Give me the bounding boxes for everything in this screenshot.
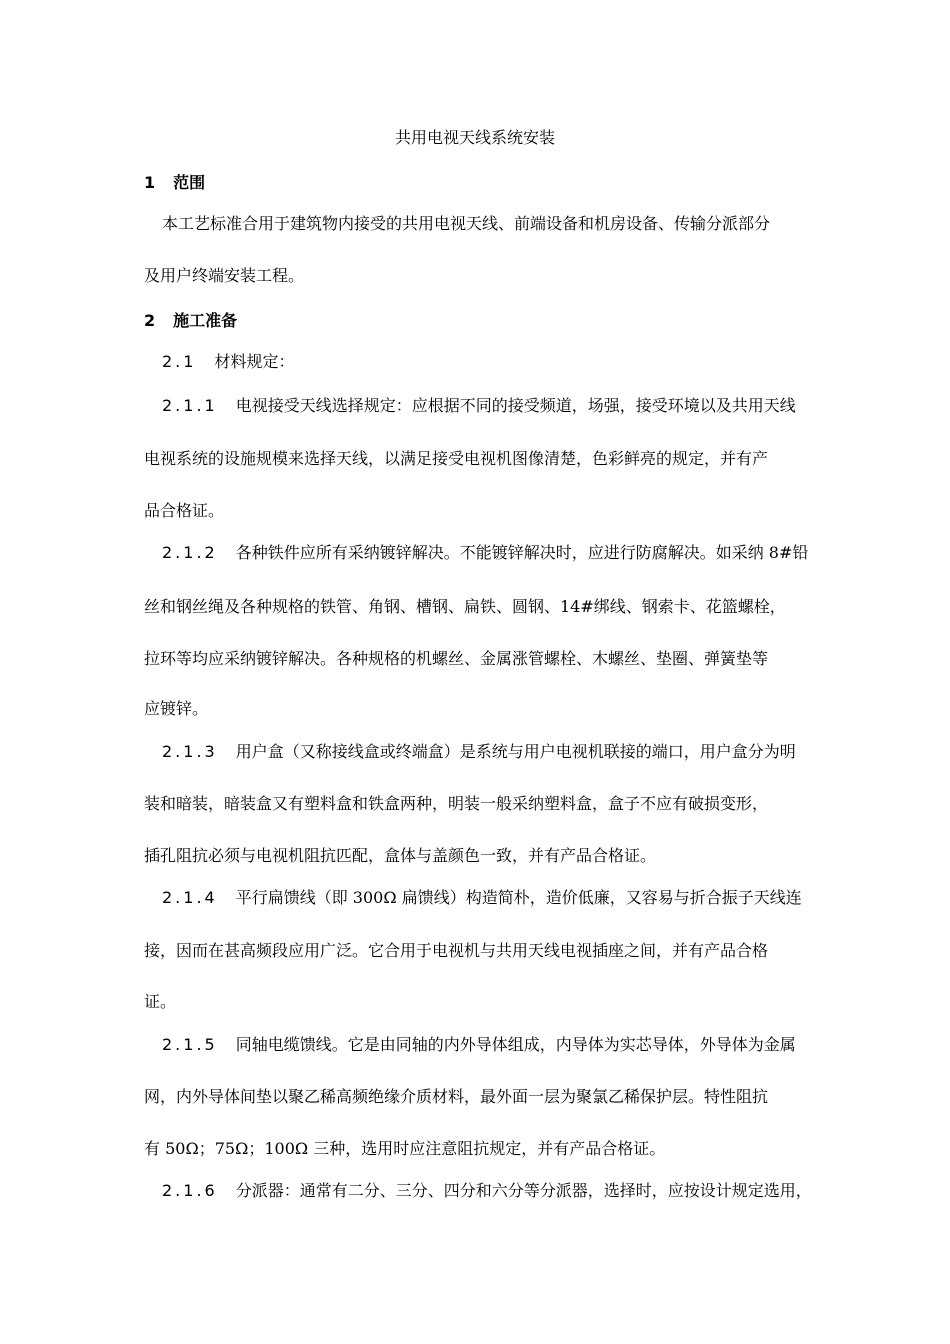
- clause-line: [162, 543, 808, 563]
- clause-line: [162, 396, 796, 416]
- clause-line: [162, 1035, 796, 1055]
- clause-text: 分派器：通常有二分、三分、四分和六分等分派器，选择时，应按设计规定选用，: [235, 1181, 812, 1200]
- clause-text: 电视接受天线选择规定：应根据不同的接受频道，场强，接受环境以及共用天线: [235, 396, 796, 415]
- clause-line: [162, 888, 802, 908]
- paragraph-line: 丝和钢丝绳及各种规格的铁管、角钢、槽钢、扁铁、圆钢、14#绑线、钢索卡、花篮螺栓，: [144, 597, 786, 616]
- clause-text: 平行扁馈线（即 300Ω 扁馈线）构造简朴，造价低廉，又容易与折合振子天线连: [235, 888, 802, 907]
- clause-number: 2.1.5: [162, 1035, 218, 1054]
- clause-number: 2.1: [162, 352, 197, 371]
- clause-text: 用户盒（又称接线盒或终端盒）是系统与用户电视机联接的端口，用户盒分为明: [235, 742, 796, 761]
- subsection-line: [162, 352, 294, 372]
- paragraph-line: 应镀锌。: [144, 699, 209, 718]
- paragraph-line: 品合格证。: [144, 501, 225, 520]
- clause-text: 材料规定：: [214, 352, 295, 371]
- clause-line: [162, 742, 796, 762]
- clause-number: 2.1.1: [162, 396, 218, 415]
- paragraph-line: 接，因而在甚高频段应用广泛。它合用于电视机与共用天线电视插座之间，并有产品合格: [144, 941, 769, 960]
- paragraph-line: 有 50Ω；75Ω；100Ω 三种，选用时应注意阻抗规定，并有产品合格证。: [144, 1139, 666, 1158]
- paragraph-line: 插孔阻抗必须与电视机阻抗匹配，盒体与盖颜色一致，并有产品合格证。: [144, 846, 657, 865]
- paragraph-line: 装和暗装，暗装盒又有塑料盒和铁盒两种，明装一般采纳塑料盒，盒子不应有破损变形，: [144, 794, 769, 813]
- clause-number: 2.1.4: [162, 888, 218, 907]
- paragraph-line: 电视系统的设施规模来选择天线，以满足接受电视机图像清楚，色彩鲜亮的规定，并有产: [144, 449, 769, 468]
- paragraph-line: 证。: [144, 992, 177, 1011]
- section-title: 范围: [173, 173, 206, 192]
- paragraph-line: 本工艺标准合用于建筑物内接受的共用电视天线、前端设备和机房设备、传输分派部分: [162, 214, 771, 233]
- clause-text: 各种铁件应所有采纳镀锌解决。不能镀锌解决时，应进行防腐解决。如采纳 8#铅: [235, 543, 809, 562]
- section-number: 2: [144, 311, 156, 330]
- paragraph-line: 网，内外导体间垫以聚乙稀高频绝缘介质材料，最外面一层为聚氯乙稀保护层。特性阻抗: [144, 1087, 769, 1106]
- paragraph-line: 及用户终端安装工程。: [144, 266, 305, 285]
- document-title: 共用电视天线系统安装: [394, 128, 555, 147]
- clause-number: 2.1.6: [162, 1181, 218, 1200]
- section-number: 1: [144, 173, 156, 192]
- clause-text: 同轴电缆馈线。它是由同轴的内外导体组成，内导体为实芯导体，外导体为金属: [235, 1035, 796, 1054]
- paragraph-line: 拉环等均应采纳镀锌解决。各种规格的机螺丝、金属涨管螺栓、木螺丝、垫圈、弹簧垫等: [144, 649, 769, 668]
- clause-line: [162, 1181, 812, 1201]
- clause-number: 2.1.3: [162, 742, 218, 761]
- clause-number: 2.1.2: [162, 543, 218, 562]
- section-title: 施工准备: [173, 311, 238, 330]
- section-heading-2: [144, 311, 237, 331]
- section-heading-1: [144, 173, 205, 193]
